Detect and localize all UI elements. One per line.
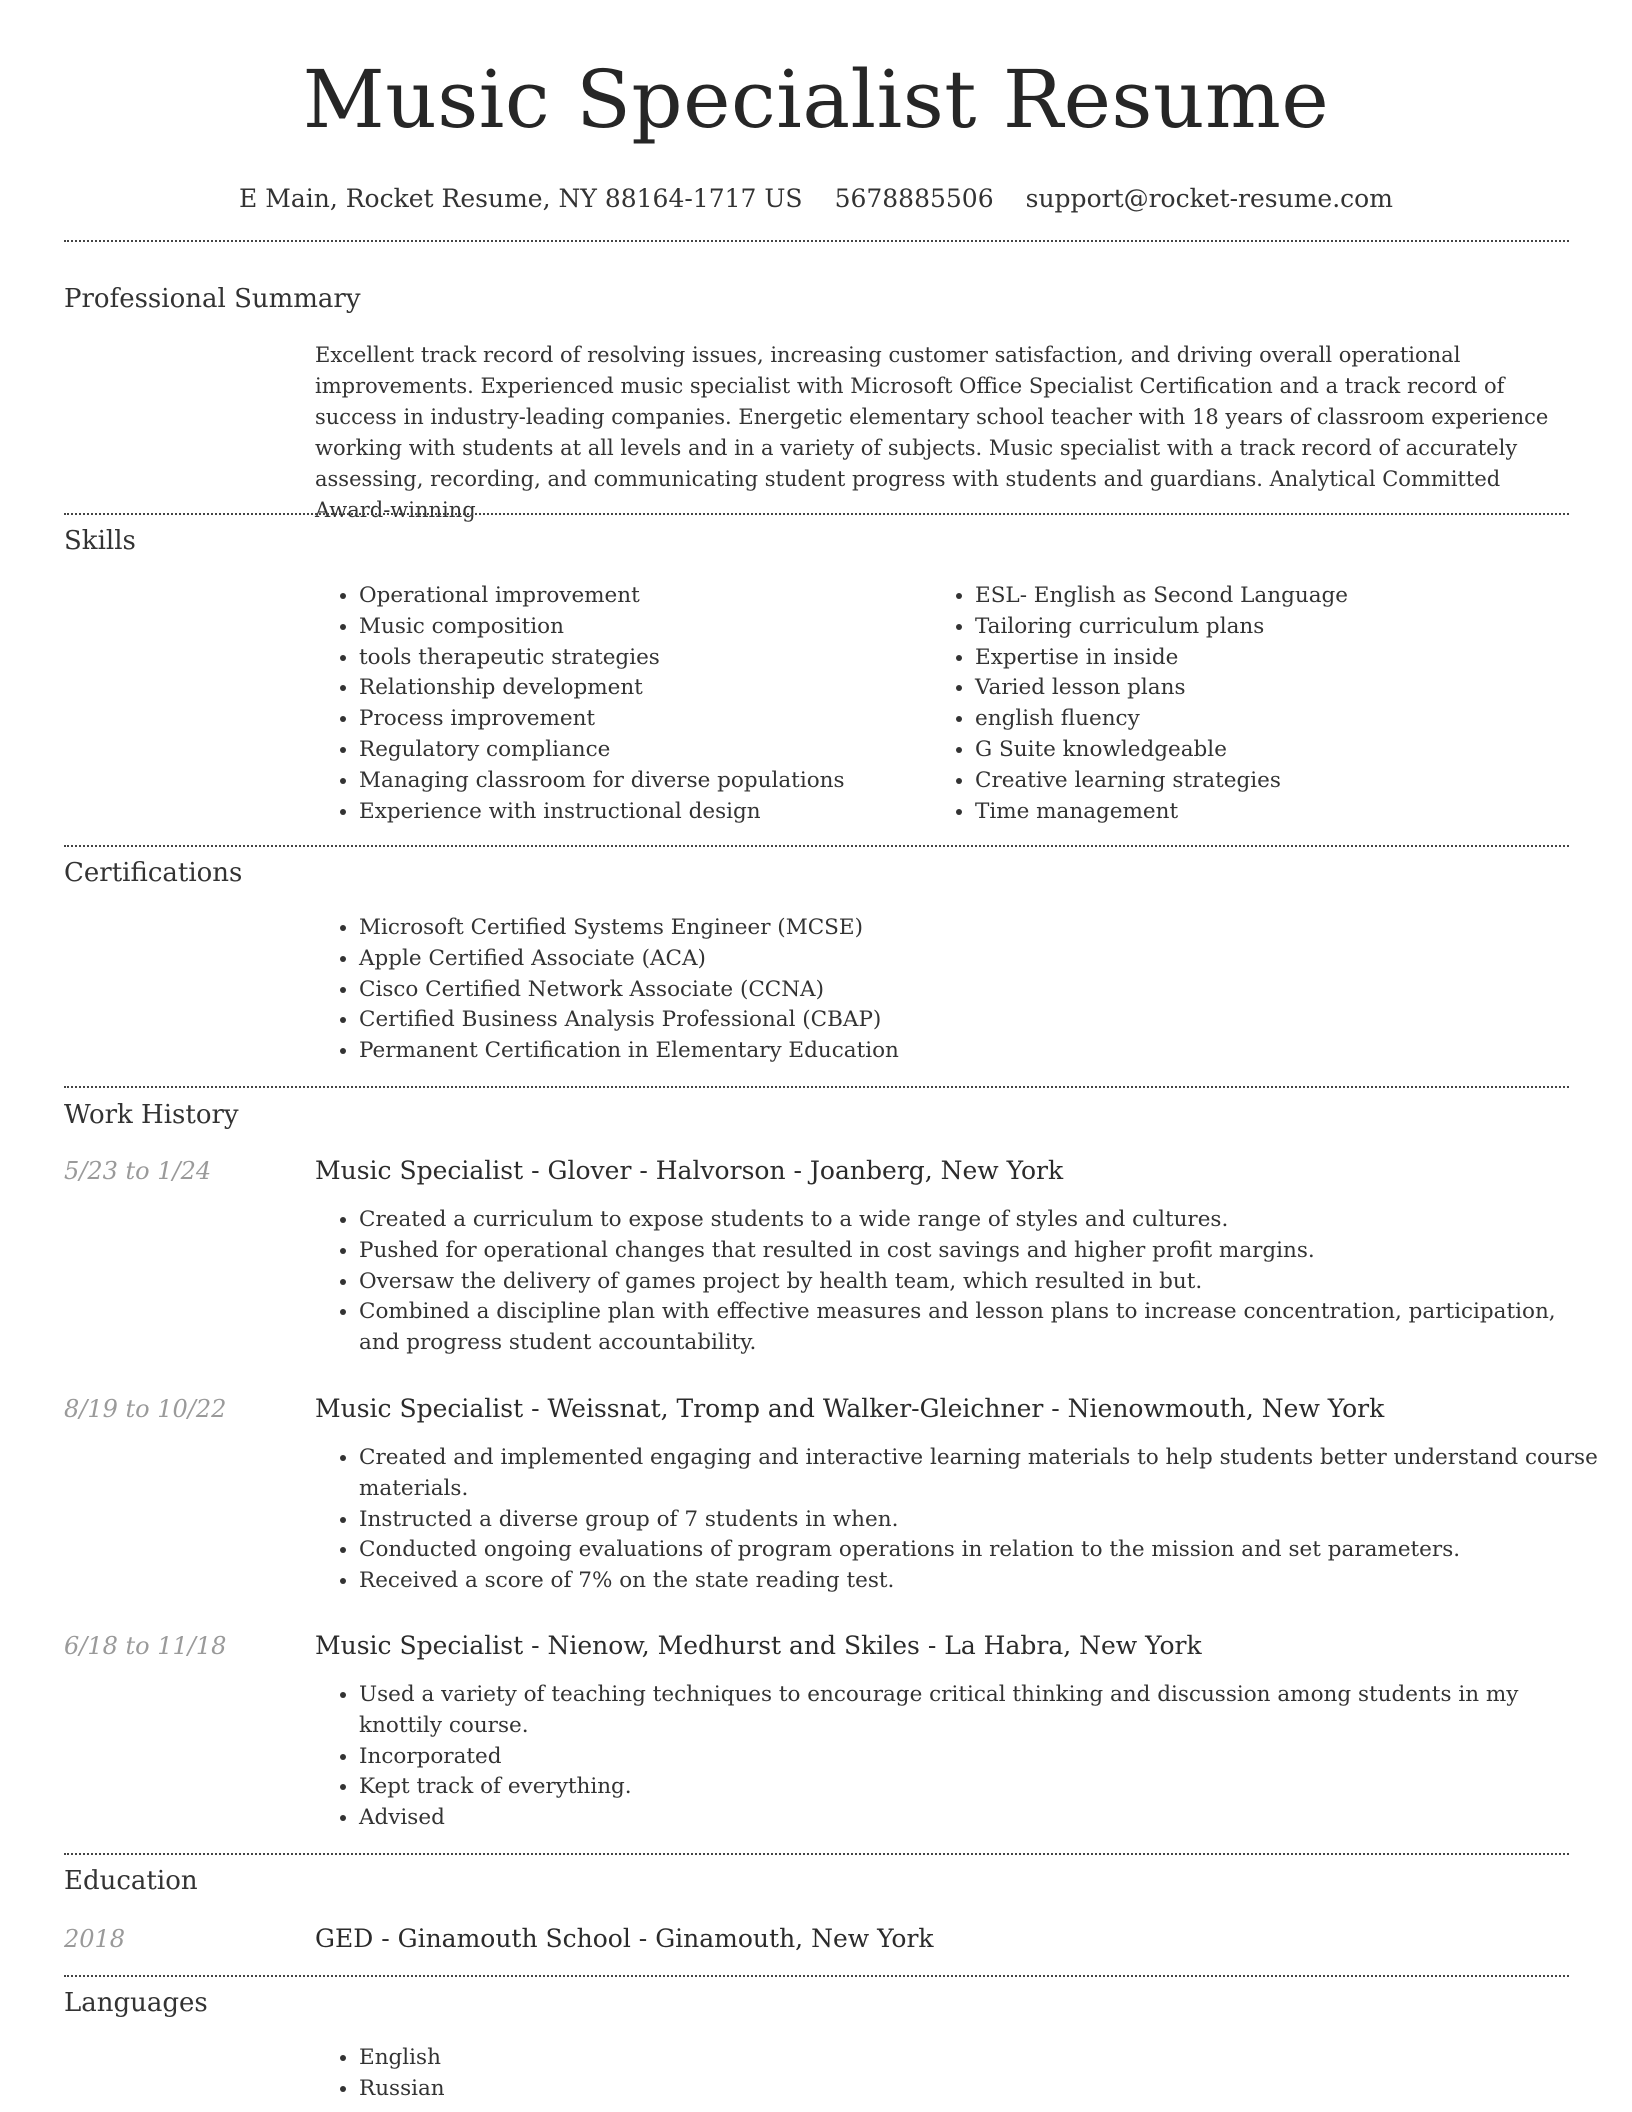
education-heading: Education — [64, 1866, 198, 1896]
skills-list-right — [931, 581, 1595, 827]
section-divider — [64, 1086, 1569, 1088]
list-item: • Apple Certified Associate (ACA) — [359, 944, 1613, 975]
section-divider — [64, 240, 1569, 242]
list-item: • Operational improvement — [359, 581, 949, 612]
list-item: • Tailoring curriculum plans — [975, 612, 1595, 643]
list-item: • English — [359, 2043, 959, 2074]
work-history-heading: Work History — [64, 1100, 239, 1130]
list-item: • Varied lesson plans — [975, 673, 1595, 704]
job-bullets — [315, 1443, 1599, 1597]
list-item: • Instructed a diverse group of 7 students in when. — [359, 1505, 1599, 1536]
list-item: • english fluency — [975, 704, 1595, 735]
section-divider — [64, 845, 1569, 847]
list-item: • Microsoft Certified Systems Engineer (MCSE) — [359, 913, 1613, 944]
list-item: • Process improvement — [359, 704, 949, 735]
section-divider — [64, 1975, 1569, 1977]
skills-list-left — [315, 581, 949, 827]
list-item: • tools therapeutic strategies — [359, 643, 949, 674]
list-item: • Advised — [359, 1803, 1599, 1834]
education-entry: GED - Ginamouth School - Ginamouth, New York — [315, 1924, 934, 1953]
job-bullets — [315, 1680, 1599, 1834]
list-item: • Created and implemented engaging and interactive learning materials to help students better understand course materials. — [359, 1443, 1599, 1505]
summary-heading: Professional Summary — [64, 284, 361, 314]
list-item: • Time management — [975, 797, 1595, 828]
list-item: • Conducted ongoing evaluations of program operations in relation to the mission and set parameters. — [359, 1535, 1599, 1566]
list-item: • Permanent Certification in Elementary Education — [359, 1036, 1613, 1067]
education-year: 2018 — [64, 1925, 126, 1953]
resume-title: Music Specialist Resume — [302, 53, 1330, 146]
contact-phone: 5678885506 — [834, 184, 994, 213]
job-title: Music Specialist - Weissnat, Tromp and Walker-Gleichner - Nienowmouth, New York — [315, 1394, 1385, 1423]
list-item: • Relationship development — [359, 673, 949, 704]
contact-line — [0, 184, 1632, 213]
list-item: • Received a score of 7% on the state reading test. — [359, 1566, 1599, 1597]
list-item: • Used a variety of teaching techniques to encourage critical thinking and discussion among students in my knottily course. — [359, 1680, 1599, 1742]
job-title: Music Specialist - Glover - Halvorson - Joanberg, New York — [315, 1156, 1064, 1185]
job-dates: 5/23 to 1/24 — [64, 1157, 212, 1185]
skills-heading: Skills — [64, 526, 136, 556]
list-item: • Experience with instructional design — [359, 797, 949, 828]
contact-address: E Main, Rocket Resume, NY 88164-1717 US — [239, 184, 803, 213]
list-item: • Expertise in inside — [975, 643, 1595, 674]
list-item: • Russian — [359, 2074, 959, 2105]
list-item: • Oversaw the delivery of games project by health team, which resulted in but. — [359, 1267, 1599, 1298]
section-divider — [64, 1853, 1569, 1855]
resume-header — [0, 0, 1632, 213]
certifications-list — [315, 913, 1613, 1067]
list-item: • Certified Business Analysis Professional (CBAP) — [359, 1005, 1613, 1036]
summary-text: Excellent track record of resolving issues, increasing customer satisfaction, and driving overall operational improvements. Experienced music specialist with Microsoft Office Specialist Certification and a track record of success in industry-leading companies. Energetic elementary school teacher with 18 years of classroom experience working with students at all levels and in a variety of subjects. Music specialist with a track record of accurately assessing, recording, and communicating student progress with students and guardians. Analytical Committed Award-winning — [315, 343, 1549, 522]
list-item: • Kept track of everything. — [359, 1772, 1599, 1803]
list-item: • Pushed for operational changes that resulted in cost savings and higher profit margins. — [359, 1236, 1599, 1267]
list-item: • ESL- English as Second Language — [975, 581, 1595, 612]
list-item: • Incorporated — [359, 1742, 1599, 1773]
contact-email: support@rocket-resume.com — [1025, 184, 1393, 213]
section-divider — [64, 513, 1569, 515]
languages-list — [315, 2043, 959, 2105]
job-bullets — [315, 1205, 1599, 1359]
job-title: Music Specialist - Nienow, Medhurst and Skiles - La Habra, New York — [315, 1631, 1202, 1660]
list-item: • Cisco Certified Network Associate (CCNA) — [359, 975, 1613, 1006]
list-item: • Creative learning strategies — [975, 766, 1595, 797]
job-dates: 8/19 to 10/22 — [64, 1395, 227, 1423]
job-dates: 6/18 to 11/18 — [64, 1632, 227, 1660]
list-item: • Regulatory compliance — [359, 735, 949, 766]
list-item: • Music composition — [359, 612, 949, 643]
list-item: • Managing classroom for diverse populations — [359, 766, 949, 797]
list-item: • G Suite knowledgeable — [975, 735, 1595, 766]
list-item: • Combined a discipline plan with effective measures and lesson plans to increase concentration, participation, and progress student accountability. — [359, 1297, 1599, 1359]
list-item: • Created a curriculum to expose students to a wide range of styles and cultures. — [359, 1205, 1599, 1236]
certifications-heading: Certifications — [64, 858, 243, 888]
languages-heading: Languages — [64, 1988, 208, 2018]
